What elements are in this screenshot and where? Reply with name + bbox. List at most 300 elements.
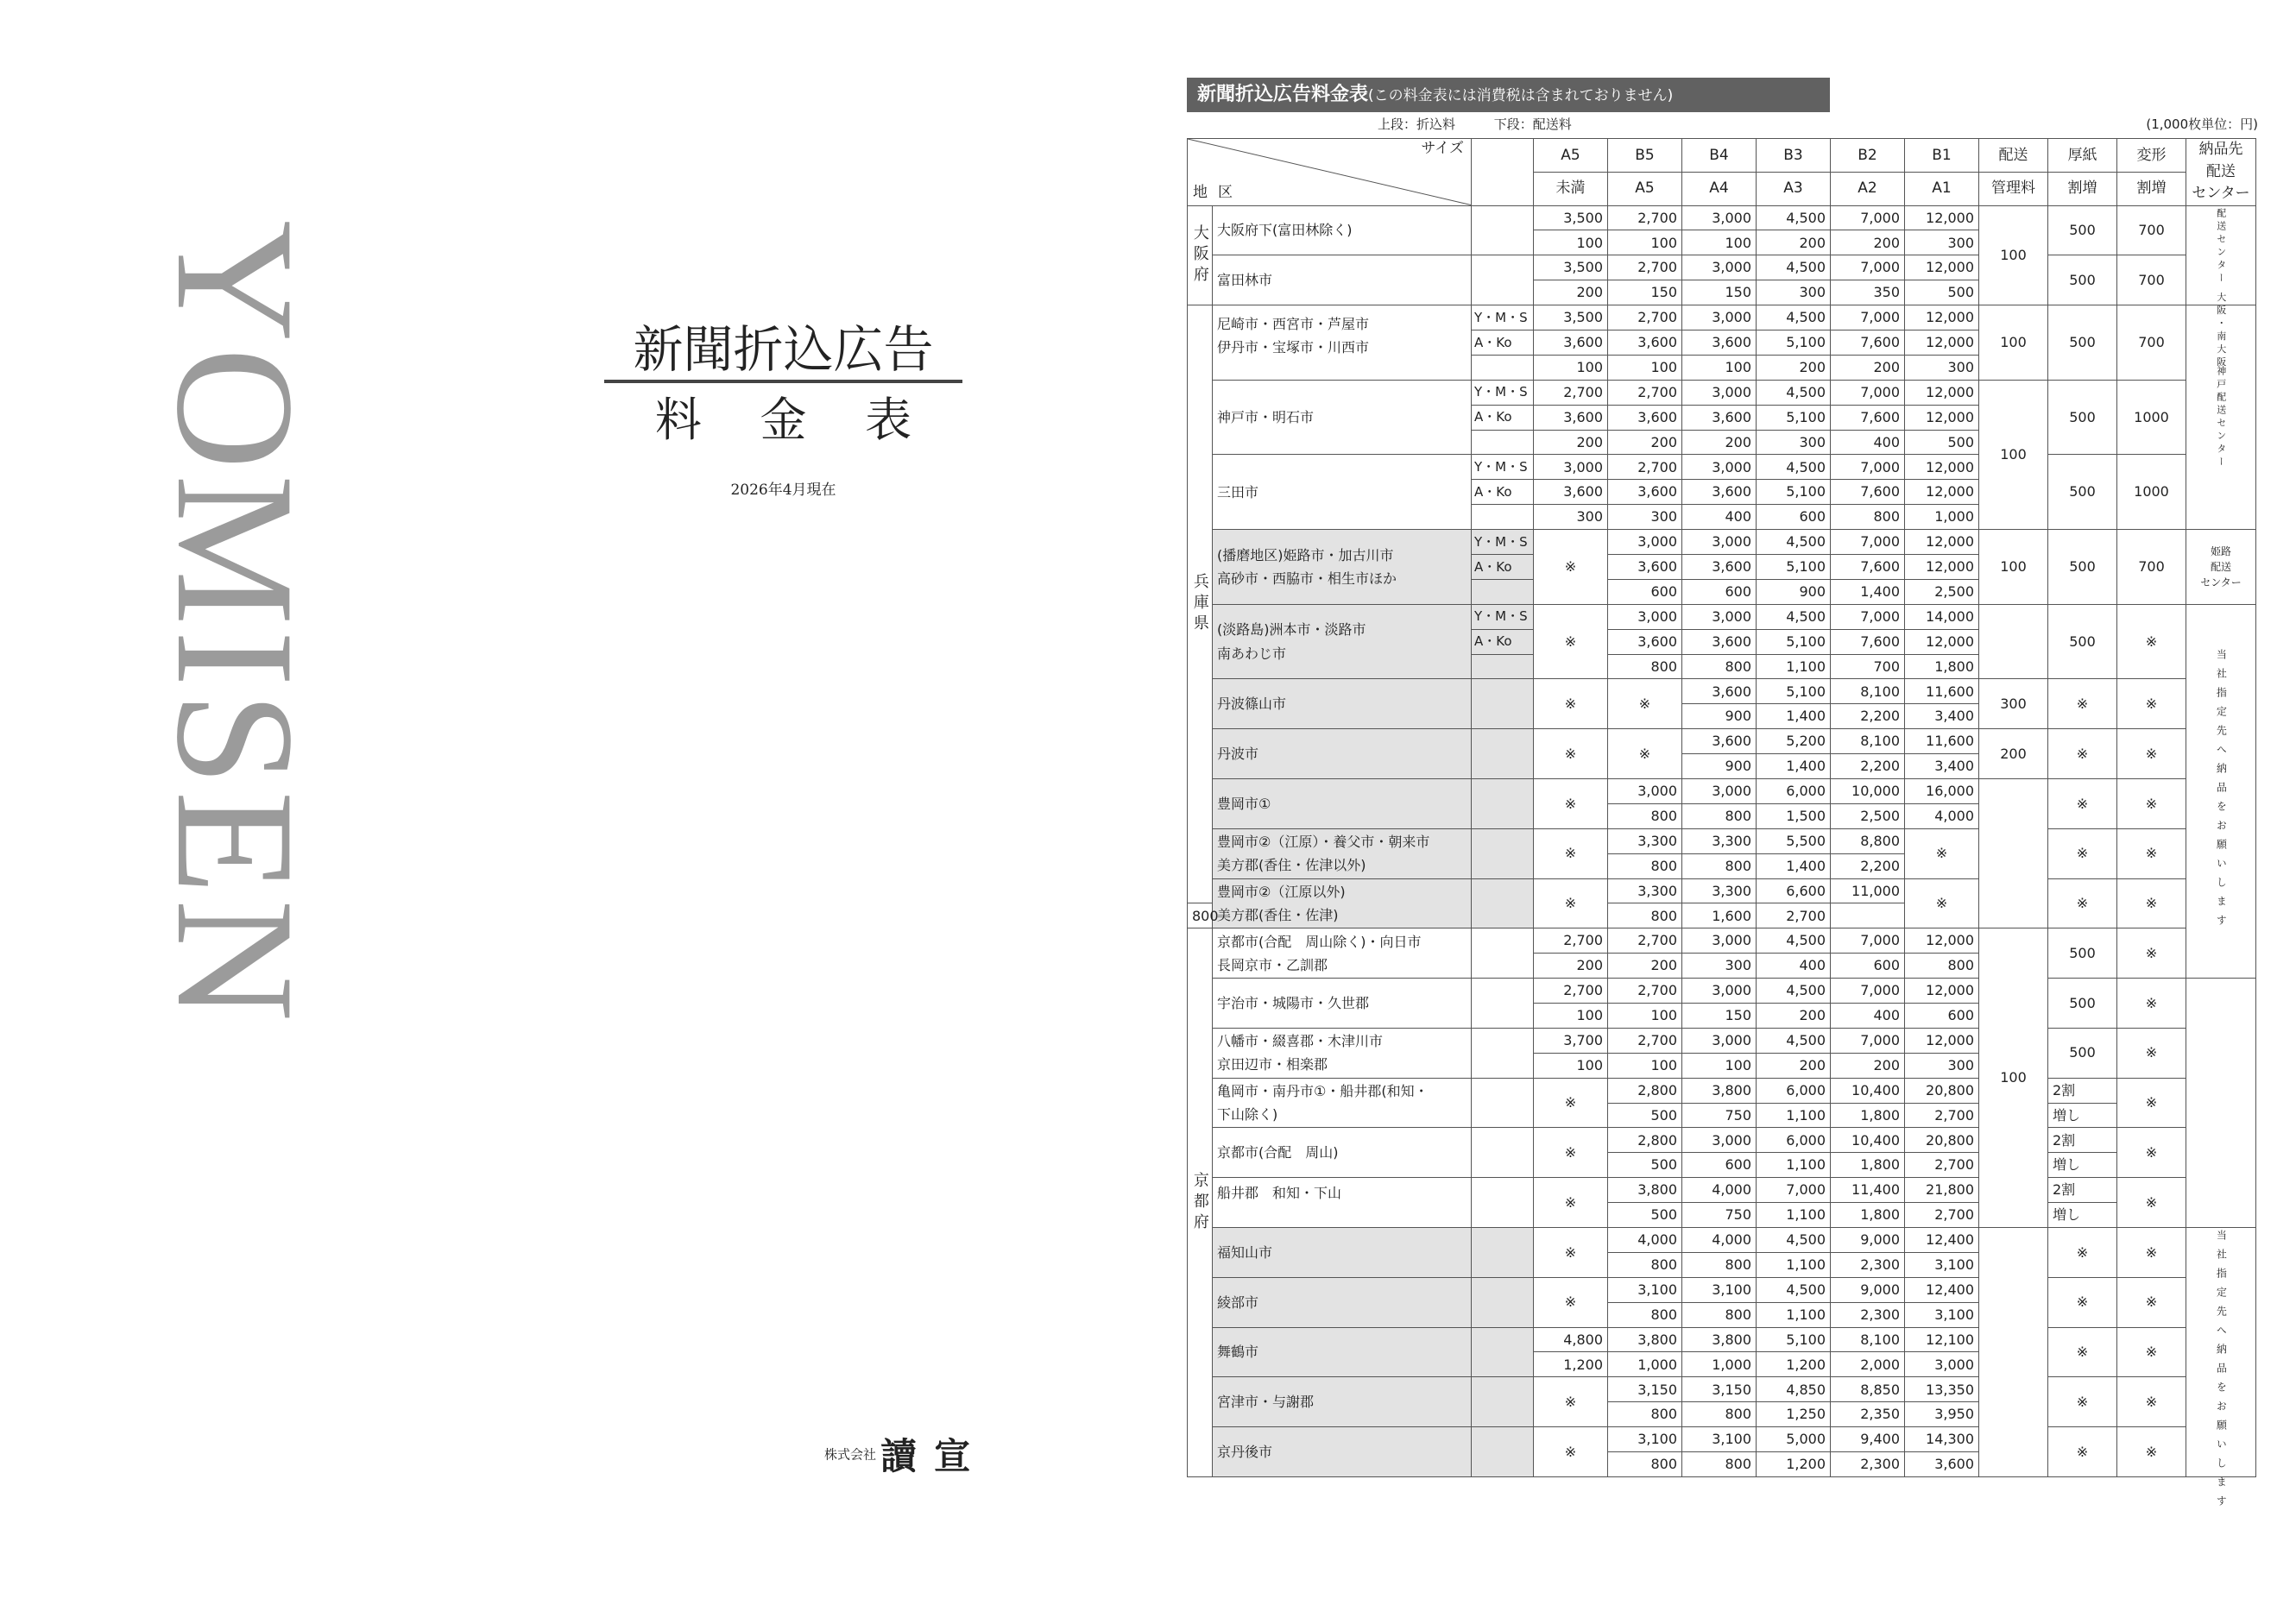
price-cell: 12,000 bbox=[1905, 530, 1979, 555]
header-b5: B5 bbox=[1608, 139, 1682, 173]
header-b5-sub: A5 bbox=[1608, 172, 1682, 205]
price-cell: 3,600 bbox=[1682, 405, 1757, 430]
price-cell: 2,700 bbox=[1608, 928, 1682, 954]
na-mark: ※ bbox=[1534, 679, 1608, 729]
center-himeji: 姫路 配送 センター bbox=[2186, 530, 2256, 605]
na-mark: ※ bbox=[2117, 1277, 2186, 1327]
na-mark: ※ bbox=[2117, 1078, 2186, 1128]
price-cell: 12,000 bbox=[1905, 480, 1979, 505]
price-cell: 1,400 bbox=[1757, 754, 1831, 779]
price-cell: 3,600 bbox=[1905, 1452, 1979, 1477]
price-cell: 200 bbox=[1682, 430, 1757, 455]
price-cell: 12,000 bbox=[1905, 205, 1979, 230]
table-row bbox=[1188, 380, 2256, 405]
table-row bbox=[1188, 455, 2256, 480]
price-cell: 300 bbox=[1905, 1053, 1979, 1078]
price-cell: 8,850 bbox=[1831, 1377, 1905, 1402]
price-cell: 200 bbox=[1757, 230, 1831, 255]
table-row bbox=[1188, 1327, 2256, 1352]
price-cell: 3,000 bbox=[1682, 205, 1757, 230]
price-cell: 3,600 bbox=[1682, 729, 1757, 754]
header-size-label: サイズ bbox=[1421, 140, 1464, 157]
price-cell: 10,400 bbox=[1831, 1078, 1905, 1103]
price-cell: 3,600 bbox=[1608, 554, 1682, 579]
table-row bbox=[1188, 928, 2256, 954]
price-cell: 2,300 bbox=[1831, 1302, 1905, 1327]
na-mark: ※ bbox=[2048, 1327, 2117, 1377]
price-cell: 3,000 bbox=[1682, 1128, 1757, 1153]
area-name: 丹波篠山市 bbox=[1213, 679, 1472, 729]
type-cell bbox=[1472, 579, 1534, 604]
na-mark: ※ bbox=[2117, 979, 2186, 1029]
table-row bbox=[1188, 729, 2256, 754]
na-mark: ※ bbox=[1905, 878, 1979, 928]
type-cell bbox=[1472, 430, 1534, 455]
price-cell: 5,100 bbox=[1757, 480, 1831, 505]
price-cell: 3,500 bbox=[1534, 255, 1608, 280]
price-cell: 1,200 bbox=[1757, 1352, 1831, 1377]
price-cell: 1,800 bbox=[1831, 1103, 1905, 1128]
area-name: 綾部市 bbox=[1213, 1277, 1472, 1327]
price-cell: 6,000 bbox=[1757, 1128, 1831, 1153]
price-cell: 8,800 bbox=[1831, 828, 1905, 853]
price-cell: 3,300 bbox=[1682, 828, 1757, 853]
price-cell: 2,700 bbox=[1608, 255, 1682, 280]
type-cell bbox=[1472, 729, 1534, 779]
price-cell: 1,500 bbox=[1757, 803, 1831, 828]
na-mark: ※ bbox=[1534, 530, 1608, 605]
na-mark: ※ bbox=[2048, 679, 2117, 729]
type-cell bbox=[1472, 654, 1534, 679]
price-cell: 7,600 bbox=[1831, 405, 1905, 430]
price-cell: 800 bbox=[1608, 803, 1682, 828]
center-kobe: 神戸配送センター bbox=[2186, 305, 2256, 530]
na-mark: ※ bbox=[1534, 828, 1608, 878]
area-name: 三田市 bbox=[1213, 455, 1472, 530]
type-cell bbox=[1472, 1128, 1534, 1178]
type-ms: Y・M・S bbox=[1472, 380, 1534, 405]
price-cell: 800 bbox=[1608, 1402, 1682, 1427]
price-cell: 100 bbox=[1534, 355, 1608, 380]
na-mark: ※ bbox=[2117, 928, 2186, 979]
price-cell: 2,800 bbox=[1608, 1128, 1682, 1153]
area-name: 尼崎市・西宮市・芦屋市 伊丹市・宝塚市・川西市 bbox=[1213, 305, 1472, 381]
price-cell: 4,000 bbox=[1608, 1228, 1682, 1253]
shape-cell: 1000 bbox=[2117, 380, 2186, 455]
price-cell: 12,000 bbox=[1905, 629, 1979, 654]
price-cell: 7,000 bbox=[1831, 380, 1905, 405]
header-b3-sub: A3 bbox=[1757, 172, 1831, 205]
header-b1-sub: A1 bbox=[1905, 172, 1979, 205]
price-cell: 10,000 bbox=[1831, 778, 1905, 803]
price-cell: 4,000 bbox=[1905, 803, 1979, 828]
price-cell: 2,300 bbox=[1831, 1452, 1905, 1477]
company-logo bbox=[824, 1428, 987, 1480]
table-row bbox=[1188, 878, 2256, 903]
price-cell: 800 bbox=[1831, 505, 1905, 530]
header-b4-sub: A4 bbox=[1682, 172, 1757, 205]
na-mark: ※ bbox=[2117, 778, 2186, 828]
thick-cell: 500 bbox=[2048, 205, 2117, 255]
price-cell: 800 bbox=[1682, 803, 1757, 828]
price-cell: 1,200 bbox=[1534, 1352, 1608, 1377]
price-cell: 100 bbox=[1682, 230, 1757, 255]
na-mark: ※ bbox=[2117, 1028, 2186, 1078]
price-cell: 1,400 bbox=[1831, 579, 1905, 604]
type-cell bbox=[1472, 928, 1534, 979]
na-mark: ※ bbox=[2048, 1228, 2117, 1278]
price-cell: 200 bbox=[1534, 430, 1608, 455]
na-mark: ※ bbox=[2048, 778, 2117, 828]
thick-cell: 500 bbox=[2048, 530, 2117, 605]
price-cell: 2,500 bbox=[1831, 803, 1905, 828]
type-cell bbox=[1472, 505, 1534, 530]
mgmt-cell: 100 bbox=[1979, 380, 2048, 529]
price-cell: 3,000 bbox=[1682, 604, 1757, 629]
price-cell: 5,500 bbox=[1757, 828, 1831, 853]
area-name: 丹波市 bbox=[1213, 729, 1472, 779]
cover-subtitle-char: 表 bbox=[865, 393, 912, 447]
price-cell: 3,100 bbox=[1682, 1277, 1757, 1302]
price-cell: 3,000 bbox=[1534, 455, 1608, 480]
area-name: 宮津市・与謝郡 bbox=[1213, 1377, 1472, 1427]
header-area-label: 地区 bbox=[1193, 183, 1243, 201]
legend bbox=[1378, 115, 1606, 133]
mgmt-cell: 100 bbox=[1979, 530, 2048, 605]
type-ms: Y・M・S bbox=[1472, 305, 1534, 330]
cover-subtitle bbox=[604, 390, 962, 450]
type-ako: A・Ko bbox=[1472, 480, 1534, 505]
price-cell: 3,600 bbox=[1682, 330, 1757, 355]
price-cell: 3,000 bbox=[1682, 530, 1757, 555]
na-mark: ※ bbox=[2117, 679, 2186, 729]
na-mark: ※ bbox=[1608, 679, 1682, 729]
region-kyoto: 京都府 bbox=[1188, 928, 1213, 1477]
price-cell: 150 bbox=[1682, 1004, 1757, 1029]
price-cell: 3,800 bbox=[1682, 1327, 1757, 1352]
thick-cell: 500 bbox=[2048, 979, 2117, 1029]
price-cell: 200 bbox=[1757, 1004, 1831, 1029]
region-hyogo: 兵庫県 bbox=[1188, 305, 1213, 903]
price-cell: 200 bbox=[1534, 954, 1608, 979]
type-ms: Y・M・S bbox=[1472, 455, 1534, 480]
price-cell: 1,100 bbox=[1757, 1153, 1831, 1178]
type-cell bbox=[1472, 1178, 1534, 1228]
price-cell: 4,500 bbox=[1757, 255, 1831, 280]
thick-cell: 500 bbox=[2048, 380, 2117, 455]
price-cell: 1,400 bbox=[1757, 853, 1831, 878]
area-name: 宇治市・城陽市・久世郡 bbox=[1213, 979, 1472, 1029]
price-cell: 3,300 bbox=[1608, 878, 1682, 903]
rate-table bbox=[1187, 138, 2256, 1515]
price-cell: 7,000 bbox=[1831, 1028, 1905, 1053]
na-mark: ※ bbox=[1608, 729, 1682, 779]
area-name: 船井郡 和知・下山 bbox=[1213, 1178, 1472, 1228]
price-cell: 900 bbox=[1682, 704, 1757, 729]
price-cell: 800 bbox=[1608, 1302, 1682, 1327]
price-cell: 4,500 bbox=[1757, 1028, 1831, 1053]
table-row bbox=[1188, 530, 2256, 555]
price-cell: 16,000 bbox=[1905, 778, 1979, 803]
price-cell: 300 bbox=[1534, 505, 1608, 530]
price-cell: 150 bbox=[1682, 280, 1757, 305]
price-cell: 800 bbox=[1608, 1452, 1682, 1477]
price-cell: 5,100 bbox=[1757, 1327, 1831, 1352]
thick-cell: 2割 bbox=[2048, 1128, 2117, 1153]
na-mark: ※ bbox=[2048, 1277, 2117, 1327]
na-mark: ※ bbox=[1534, 1128, 1608, 1178]
thick-cell: 500 bbox=[2048, 455, 2117, 530]
price-cell: 4,500 bbox=[1757, 1228, 1831, 1253]
price-cell: 3,100 bbox=[1905, 1302, 1979, 1327]
price-cell: 2,800 bbox=[1608, 1078, 1682, 1103]
company-prefix: 株式会社 bbox=[824, 1446, 877, 1463]
price-cell: 12,000 bbox=[1905, 979, 1979, 1004]
price-cell: 100 bbox=[1682, 355, 1757, 380]
price-cell: 5,000 bbox=[1757, 1427, 1831, 1452]
table-row bbox=[1188, 1078, 2256, 1103]
price-cell: 3,000 bbox=[1682, 255, 1757, 280]
table-row bbox=[1188, 1178, 2256, 1203]
price-cell: 600 bbox=[1608, 579, 1682, 604]
price-cell: 500 bbox=[1608, 1153, 1682, 1178]
na-mark: ※ bbox=[2117, 878, 2186, 928]
table-row bbox=[1188, 255, 2256, 280]
price-cell: 800 bbox=[1188, 903, 1213, 928]
price-cell: 300 bbox=[1608, 505, 1682, 530]
price-cell: 2,200 bbox=[1831, 754, 1905, 779]
price-cell: 4,500 bbox=[1757, 380, 1831, 405]
type-cell bbox=[1472, 679, 1534, 729]
price-cell: 150 bbox=[1608, 280, 1682, 305]
header-b4: B4 bbox=[1682, 139, 1757, 173]
area-name: 大阪府下(富田林除く) bbox=[1213, 205, 1472, 255]
company-name: 讀宣 bbox=[880, 1435, 988, 1477]
price-cell: 2,700 bbox=[1534, 928, 1608, 954]
price-cell: 7,000 bbox=[1831, 928, 1905, 954]
type-cell bbox=[1472, 979, 1534, 1029]
price-cell: 5,100 bbox=[1757, 679, 1831, 704]
type-cell bbox=[1472, 205, 1534, 255]
na-mark: ※ bbox=[2117, 1128, 2186, 1178]
price-cell: 500 bbox=[1608, 1203, 1682, 1228]
price-cell: 7,000 bbox=[1831, 205, 1905, 230]
price-cell: 3,600 bbox=[1608, 629, 1682, 654]
price-cell: 750 bbox=[1682, 1103, 1757, 1128]
price-cell: 3,600 bbox=[1534, 480, 1608, 505]
price-cell: 800 bbox=[1905, 954, 1979, 979]
area-name: 京丹後市 bbox=[1213, 1427, 1472, 1477]
price-cell: 400 bbox=[1831, 1004, 1905, 1029]
price-cell: 400 bbox=[1757, 954, 1831, 979]
price-cell: 1,800 bbox=[1831, 1203, 1905, 1228]
price-cell: 2,300 bbox=[1831, 1252, 1905, 1277]
header-shape: 変形 bbox=[2117, 139, 2186, 173]
price-cell: 8,100 bbox=[1831, 729, 1905, 754]
price-cell: 12,000 bbox=[1905, 1028, 1979, 1053]
na-mark: ※ bbox=[2048, 878, 2117, 928]
area-name: (播磨地区)姫路市・加古川市 高砂市・西脇市・相生市ほか bbox=[1213, 530, 1472, 605]
type-ako: A・Ko bbox=[1472, 629, 1534, 654]
area-name: 京都市(合配 周山) bbox=[1213, 1128, 1472, 1178]
price-cell: 4,500 bbox=[1757, 455, 1831, 480]
area-name: 京都市(合配 周山除く)・向日市 長岡京市・乙訓郡 bbox=[1213, 928, 1472, 979]
price-cell: 200 bbox=[1608, 954, 1682, 979]
price-cell: 11,000 bbox=[1831, 878, 1905, 903]
price-cell: 2,700 bbox=[1608, 305, 1682, 330]
shape-cell: 1000 bbox=[2117, 455, 2186, 530]
price-cell: 5,100 bbox=[1757, 554, 1831, 579]
table-row bbox=[1188, 778, 2256, 803]
price-cell: 3,000 bbox=[1682, 380, 1757, 405]
na-mark: ※ bbox=[1534, 1277, 1608, 1327]
header-a5-sub: 未満 bbox=[1534, 172, 1608, 205]
price-cell: 200 bbox=[1757, 355, 1831, 380]
mgmt-cell: 200 bbox=[1979, 729, 2048, 779]
na-mark: ※ bbox=[2048, 729, 2117, 779]
price-cell: 800 bbox=[1682, 1302, 1757, 1327]
price-cell: 4,000 bbox=[1682, 1228, 1757, 1253]
type-cell bbox=[1472, 1427, 1534, 1477]
price-cell: 4,500 bbox=[1757, 205, 1831, 230]
price-cell: 9,000 bbox=[1831, 1277, 1905, 1302]
price-cell: 3,600 bbox=[1608, 480, 1682, 505]
price-cell: 20,800 bbox=[1905, 1078, 1979, 1103]
price-cell: 6,000 bbox=[1757, 1078, 1831, 1103]
price-cell: 3,600 bbox=[1682, 554, 1757, 579]
price-cell: 3,000 bbox=[1682, 928, 1757, 954]
price-cell: 3,000 bbox=[1905, 1352, 1979, 1377]
price-cell: 1,100 bbox=[1757, 1203, 1831, 1228]
price-cell: 12,000 bbox=[1905, 305, 1979, 330]
price-cell: 2,700 bbox=[1608, 979, 1682, 1004]
price-cell: 900 bbox=[1757, 579, 1831, 604]
table-row bbox=[1188, 1228, 2256, 1253]
price-cell: 1,800 bbox=[1905, 654, 1979, 679]
na-mark: ※ bbox=[2117, 1377, 2186, 1427]
price-cell: 800 bbox=[1608, 903, 1682, 928]
na-mark: ※ bbox=[2117, 729, 2186, 779]
price-cell: 600 bbox=[1831, 954, 1905, 979]
price-cell: 7,000 bbox=[1831, 979, 1905, 1004]
area-name: 神戸市・明石市 bbox=[1213, 380, 1472, 455]
price-cell: 1,000 bbox=[1608, 1352, 1682, 1377]
price-cell: 800 bbox=[1608, 853, 1682, 878]
na-mark: ※ bbox=[1534, 1178, 1608, 1228]
type-cell bbox=[1472, 1277, 1534, 1327]
area-name: 八幡市・綴喜郡・木津川市 京田辺市・相楽郡 bbox=[1213, 1028, 1472, 1078]
price-cell: 3,600 bbox=[1682, 480, 1757, 505]
price-cell: 600 bbox=[1682, 579, 1757, 604]
type-cell bbox=[1472, 1028, 1534, 1078]
price-cell: 800 bbox=[1682, 853, 1757, 878]
price-cell: 3,100 bbox=[1905, 1252, 1979, 1277]
na-mark: ※ bbox=[2117, 1327, 2186, 1377]
price-cell: 9,000 bbox=[1831, 1228, 1905, 1253]
area-name: 舞鶴市 bbox=[1213, 1327, 1472, 1377]
price-cell: 2,700 bbox=[1905, 1153, 1979, 1178]
price-cell: 7,600 bbox=[1831, 480, 1905, 505]
price-cell: 350 bbox=[1831, 280, 1905, 305]
price-cell: 1,000 bbox=[1682, 1352, 1757, 1377]
area-name: 富田林市 bbox=[1213, 255, 1472, 305]
area-name: 豊岡市① bbox=[1213, 778, 1472, 828]
type-ms: Y・M・S bbox=[1472, 530, 1534, 555]
price-cell: 3,100 bbox=[1608, 1277, 1682, 1302]
price-cell: 200 bbox=[1608, 430, 1682, 455]
price-cell: 2,700 bbox=[1757, 903, 1831, 928]
type-cell bbox=[1472, 878, 1534, 928]
price-cell: 2,200 bbox=[1831, 704, 1905, 729]
price-cell: 1,400 bbox=[1757, 704, 1831, 729]
thick-cell: 増し bbox=[2048, 1103, 2117, 1128]
thick-cell: 2割 bbox=[2048, 1078, 2117, 1103]
price-cell: 3,000 bbox=[1682, 979, 1757, 1004]
table-row bbox=[1188, 1277, 2256, 1302]
price-cell: 200 bbox=[1831, 230, 1905, 255]
price-cell: 12,000 bbox=[1905, 380, 1979, 405]
header-b2: B2 bbox=[1831, 139, 1905, 173]
price-cell: 2,500 bbox=[1905, 579, 1979, 604]
mgmt-cell: 100 bbox=[1979, 205, 2048, 305]
price-cell: 600 bbox=[1757, 505, 1831, 530]
price-cell: 3,800 bbox=[1682, 1078, 1757, 1103]
shape-cell: 700 bbox=[2117, 305, 2186, 381]
price-cell: 12,000 bbox=[1905, 554, 1979, 579]
table-row bbox=[1188, 604, 2256, 629]
price-cell: 2,000 bbox=[1831, 1352, 1905, 1377]
mgmt-cell: 300 bbox=[1979, 679, 2048, 729]
area-name: (淡路島)洲本市・淡路市 南あわじ市 bbox=[1213, 604, 1472, 679]
shape-cell: 700 bbox=[2117, 255, 2186, 305]
table-row bbox=[1188, 1028, 2256, 1053]
price-cell: 12,000 bbox=[1905, 255, 1979, 280]
thick-cell: 500 bbox=[2048, 928, 2117, 979]
legend-lower: 下段：配送料 bbox=[1493, 116, 1572, 132]
price-cell: 200 bbox=[1757, 1053, 1831, 1078]
type-cell bbox=[1472, 255, 1534, 305]
price-cell: 800 bbox=[1682, 654, 1757, 679]
price-cell: 12,400 bbox=[1905, 1228, 1979, 1253]
price-cell: 500 bbox=[1905, 280, 1979, 305]
price-cell: 20,800 bbox=[1905, 1128, 1979, 1153]
price-cell: 3,700 bbox=[1534, 1028, 1608, 1053]
price-cell: 4,500 bbox=[1757, 1277, 1831, 1302]
price-cell: 5,100 bbox=[1757, 330, 1831, 355]
price-cell: 3,000 bbox=[1608, 604, 1682, 629]
price-cell: 500 bbox=[1905, 430, 1979, 455]
na-mark: ※ bbox=[1905, 828, 1979, 878]
type-cell bbox=[1472, 1228, 1534, 1278]
price-cell: 4,500 bbox=[1757, 530, 1831, 555]
type-cell bbox=[1472, 1377, 1534, 1427]
price-cell: 3,600 bbox=[1534, 405, 1608, 430]
price-cell: 300 bbox=[1682, 954, 1757, 979]
type-cell bbox=[1472, 828, 1534, 878]
cover-date: 2026年4月現在 bbox=[730, 482, 836, 499]
header-b3: B3 bbox=[1757, 139, 1831, 173]
vertical-brand-text: YOMISEN bbox=[142, 220, 329, 1027]
price-cell: 3,300 bbox=[1608, 828, 1682, 853]
price-cell: 9,400 bbox=[1831, 1427, 1905, 1452]
price-cell: 11,400 bbox=[1831, 1178, 1905, 1203]
price-cell: 3,000 bbox=[1608, 778, 1682, 803]
price-cell: 100 bbox=[1682, 1053, 1757, 1078]
price-cell: 11,600 bbox=[1905, 679, 1979, 704]
price-cell: 3,400 bbox=[1905, 754, 1979, 779]
price-cell: 3,100 bbox=[1682, 1427, 1757, 1452]
price-cell: 100 bbox=[1608, 230, 1682, 255]
